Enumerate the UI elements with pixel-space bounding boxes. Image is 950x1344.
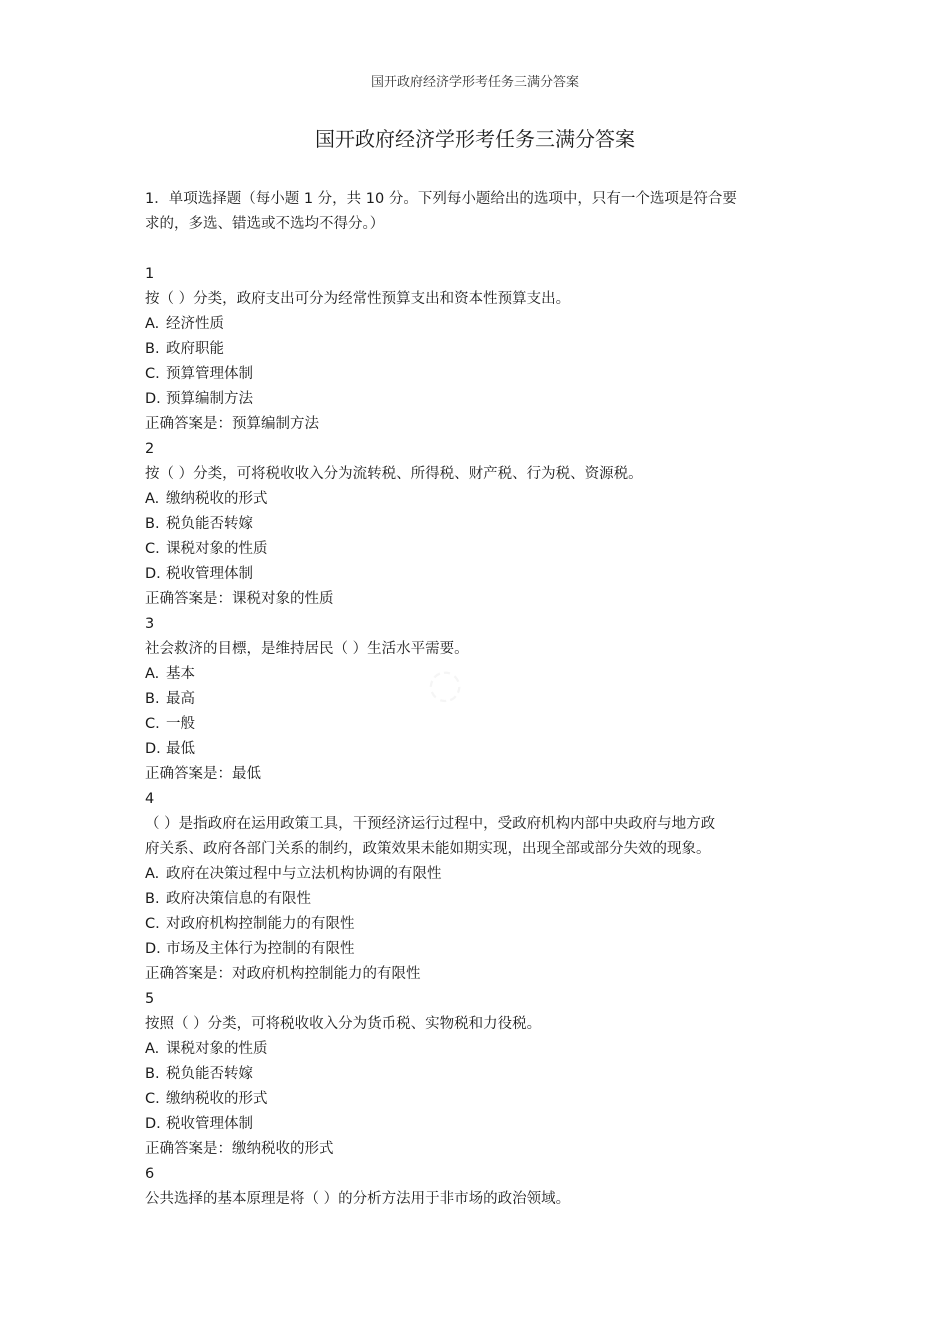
running-header: 国开政府经济学形考任务三满分答案 bbox=[370, 75, 579, 90]
option-letter: D. bbox=[145, 391, 161, 407]
option-text: 一般 bbox=[166, 716, 195, 732]
question-number: 6 bbox=[145, 1166, 155, 1182]
option-text: 税负能否转嫁 bbox=[166, 516, 253, 532]
option-text: 经济性质 bbox=[166, 316, 224, 332]
question-block bbox=[145, 987, 815, 1162]
question-stem-line: （ ）是指政府在运用政策工具，干预经济运行过程中，受政府机构内部中央政府与地方政 bbox=[145, 816, 716, 832]
option-letter: C. bbox=[145, 366, 160, 382]
option-text: 课税对象的性质 bbox=[166, 541, 268, 557]
option-d bbox=[145, 937, 815, 962]
option-letter: A. bbox=[145, 1041, 160, 1057]
option-letter: A. bbox=[145, 491, 160, 507]
option-a bbox=[145, 312, 815, 337]
option-letter: B. bbox=[145, 341, 160, 357]
option-text: 税负能否转嫁 bbox=[166, 1066, 253, 1082]
option-text: 预算管理体制 bbox=[166, 366, 253, 382]
option-d bbox=[145, 1112, 815, 1137]
option-a bbox=[145, 862, 815, 887]
option-b bbox=[145, 1062, 815, 1087]
option-letter: D. bbox=[145, 741, 161, 757]
question-stem: 按照（ ）分类，可将税收收入分为货币税、实物税和力役税。 bbox=[145, 1016, 542, 1032]
watermark: ◌ bbox=[416, 655, 472, 714]
option-d bbox=[145, 387, 815, 412]
question-number: 3 bbox=[145, 616, 155, 632]
option-letter: A. bbox=[145, 316, 160, 332]
question-block bbox=[145, 612, 815, 787]
option-text: 缴纳税收的形式 bbox=[166, 1091, 268, 1107]
option-letter: D. bbox=[145, 566, 161, 582]
option-letter: C. bbox=[145, 916, 160, 932]
option-letter: B. bbox=[145, 691, 160, 707]
question-block bbox=[145, 437, 815, 612]
section-intro bbox=[145, 187, 815, 237]
question-stem-line: 府关系、政府各部门关系的制约，政策效果未能如期实现，出现全部或部分失效的现象。 bbox=[145, 841, 711, 857]
option-c bbox=[145, 537, 815, 562]
question-block bbox=[145, 1162, 815, 1212]
option-text: 税收管理体制 bbox=[166, 1116, 253, 1132]
option-letter: A. bbox=[145, 666, 160, 682]
correct-answer: 正确答案是：缴纳税收的形式 bbox=[145, 1141, 334, 1157]
option-text: 缴纳税收的形式 bbox=[166, 491, 268, 507]
option-text: 对政府机构控制能力的有限性 bbox=[166, 916, 355, 932]
question-stem: 按（ ）分类，政府支出可分为经常性预算支出和资本性预算支出。 bbox=[145, 291, 571, 307]
question-block bbox=[145, 262, 815, 437]
option-text: 市场及主体行为控制的有限性 bbox=[166, 941, 355, 957]
option-letter: C. bbox=[145, 716, 160, 732]
option-b bbox=[145, 887, 815, 912]
option-b bbox=[145, 687, 815, 712]
question-stem: 社会救济的目標，是维持居民（ ）生活水平需要。 bbox=[145, 641, 469, 657]
option-letter: D. bbox=[145, 1116, 161, 1132]
option-letter: C. bbox=[145, 541, 160, 557]
option-c bbox=[145, 362, 815, 387]
option-c bbox=[145, 712, 815, 737]
option-d bbox=[145, 562, 815, 587]
option-b bbox=[145, 512, 815, 537]
question-number: 2 bbox=[145, 441, 155, 457]
option-b bbox=[145, 337, 815, 362]
option-letter: B. bbox=[145, 891, 160, 907]
option-c bbox=[145, 912, 815, 937]
option-text: 基本 bbox=[166, 666, 195, 682]
option-letter: D. bbox=[145, 941, 161, 957]
option-text: 最低 bbox=[166, 741, 195, 757]
correct-answer: 正确答案是：最低 bbox=[145, 766, 261, 782]
option-a bbox=[145, 662, 815, 687]
intro-line: 求的，多选、错选或不选均不得分。） bbox=[145, 216, 385, 232]
option-a bbox=[145, 1037, 815, 1062]
option-letter: B. bbox=[145, 1066, 160, 1082]
correct-answer: 正确答案是：课税对象的性质 bbox=[145, 591, 334, 607]
option-letter: B. bbox=[145, 516, 160, 532]
option-text: 最高 bbox=[166, 691, 195, 707]
option-text: 预算编制方法 bbox=[166, 391, 253, 407]
document-body bbox=[145, 187, 815, 1212]
option-text: 政府在决策过程中与立法机构协调的有限性 bbox=[166, 866, 442, 882]
document-title: 国开政府经济学形考任务三满分答案 bbox=[315, 127, 635, 151]
question-block bbox=[145, 787, 815, 987]
option-text: 课税对象的性质 bbox=[166, 1041, 268, 1057]
option-text: 政府职能 bbox=[166, 341, 224, 357]
question-number: 5 bbox=[145, 991, 155, 1007]
option-d bbox=[145, 737, 815, 762]
question-stem: 公共选择的基本原理是将（ ）的分析方法用于非市场的政治领域。 bbox=[145, 1191, 571, 1207]
option-c bbox=[145, 1087, 815, 1112]
option-a bbox=[145, 487, 815, 512]
option-letter: C. bbox=[145, 1091, 160, 1107]
correct-answer: 正确答案是：预算编制方法 bbox=[145, 416, 319, 432]
intro-line: 1．单项选择题（每小题 1 分，共 10 分。下列每小题给出的选项中，只有一个选项是符合要 bbox=[145, 191, 737, 207]
option-letter: A. bbox=[145, 866, 160, 882]
question-number: 1 bbox=[145, 266, 155, 282]
question-number: 4 bbox=[145, 791, 155, 807]
option-text: 税收管理体制 bbox=[166, 566, 253, 582]
question-stem: 按（ ）分类，可将税收收入分为流转税、所得税、财产税、行为税、资源税。 bbox=[145, 466, 643, 482]
option-text: 政府决策信息的有限性 bbox=[166, 891, 311, 907]
correct-answer: 正确答案是：对政府机构控制能力的有限性 bbox=[145, 966, 421, 982]
